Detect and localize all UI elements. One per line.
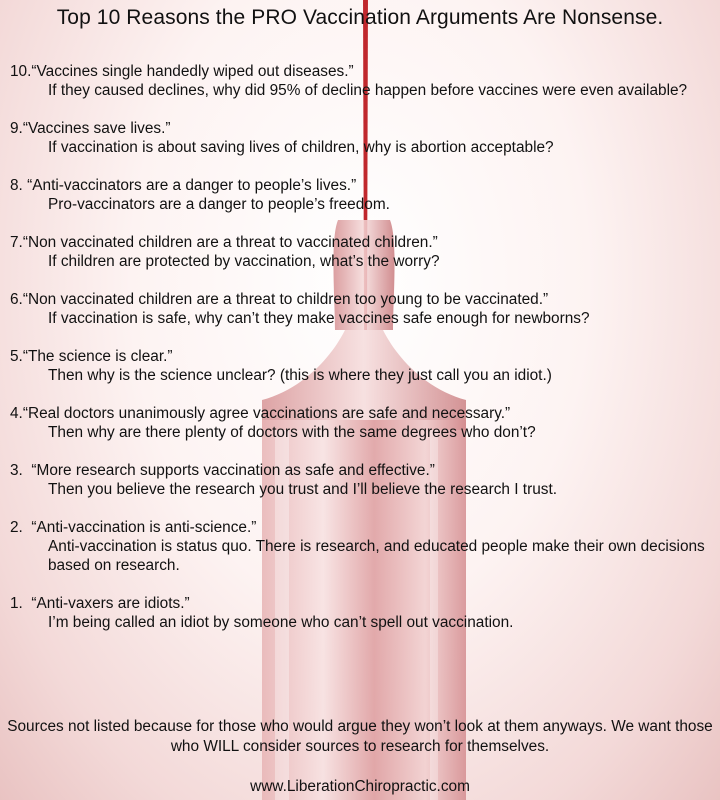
item-number: 1.	[10, 595, 32, 612]
item-response: If vaccination is safe, why can’t they make vaccines safe enough for newborns?	[48, 310, 590, 327]
list-item	[10, 404, 716, 442]
item-response: Anti-vaccination is status quo. There is research, and educated people make their own decisions based on research.	[48, 538, 705, 574]
website-url: www.LiberationChiropractic.com	[250, 778, 470, 795]
item-number: 10.	[10, 63, 32, 80]
list-item	[10, 518, 716, 575]
item-number: 4.	[10, 405, 23, 422]
item-claim: “Real doctors unanimously agree vaccinations are safe and necessary.”	[22, 405, 511, 422]
item-response: I’m being called an idiot by someone who can’t spell out vaccination.	[48, 614, 514, 631]
item-number: 5.	[10, 348, 23, 365]
item-response: If children are protected by vaccination, what’s the worry?	[48, 253, 440, 270]
item-response: Then why is the science unclear? (this is where they just call you an idiot.)	[48, 367, 552, 384]
list-item	[10, 62, 716, 100]
reasons-list	[10, 62, 716, 651]
item-number: 3.	[10, 462, 32, 479]
item-number: 8.	[10, 177, 28, 194]
item-response: Then you believe the research you trust and I’ll believe the research I trust.	[48, 481, 558, 498]
item-claim: “Non vaccinated children are a threat to children too young to be vaccinated.”	[22, 291, 549, 308]
item-response: If vaccination is about saving lives of children, why is abortion acceptable?	[48, 139, 554, 156]
page-title: Top 10 Reasons the PRO Vaccination Arguments Are Nonsense.	[56, 6, 664, 29]
item-number: 2.	[10, 519, 32, 536]
item-claim: “Vaccines save lives.”	[22, 120, 171, 137]
item-response: Pro-vaccinators are a danger to people’s freedom.	[48, 196, 390, 213]
list-item	[10, 594, 716, 632]
item-response: Then why are there plenty of doctors with the same degrees who don’t?	[48, 424, 536, 441]
item-number: 6.	[10, 291, 23, 308]
list-item	[10, 119, 716, 157]
item-response: If they caused declines, why did 95% of decline happen before vaccines were even available?	[48, 82, 688, 99]
item-claim: “Vaccines single handedly wiped out diseases.”	[31, 63, 354, 80]
item-claim: “Anti-vaxers are idiots.”	[31, 595, 190, 612]
item-claim: “The science is clear.”	[22, 348, 173, 365]
item-claim: “Non vaccinated children are a threat to vaccinated children.”	[22, 234, 438, 251]
list-item	[10, 347, 716, 385]
list-item	[10, 461, 716, 499]
item-claim: “More research supports vaccination as safe and effective.”	[31, 462, 435, 479]
item-number: 7.	[10, 234, 23, 251]
list-item	[10, 233, 716, 271]
item-number: 9.	[10, 120, 23, 137]
list-item	[10, 176, 716, 214]
sources-note: Sources not listed because for those who would argue they won’t look at them anyways. We want those who WILL consider sources to research for themselves.	[7, 718, 713, 755]
list-item	[10, 290, 716, 328]
item-claim: “Anti-vaccinators are a danger to people’s lives.”	[27, 177, 357, 194]
item-claim: “Anti-vaccination is anti-science.”	[31, 519, 257, 536]
